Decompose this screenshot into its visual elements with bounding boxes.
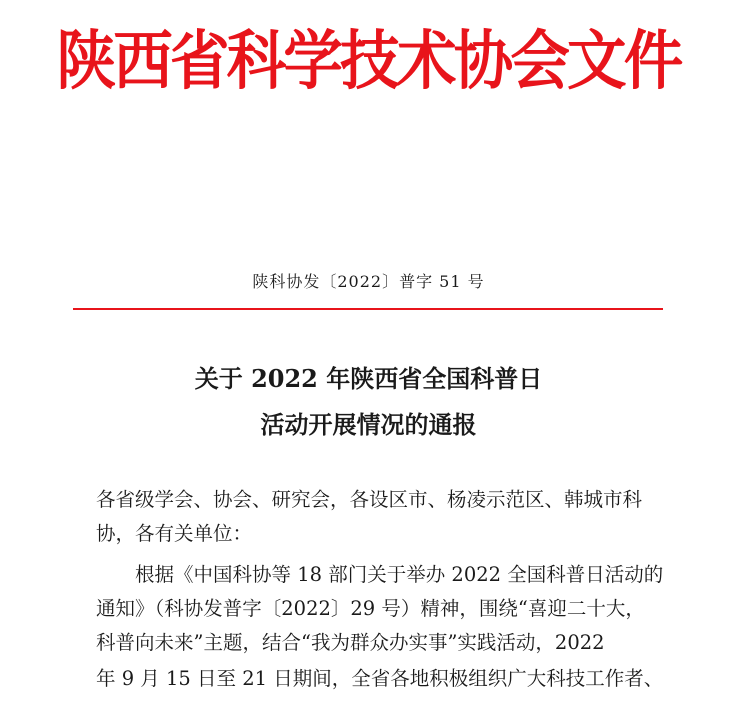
body-line-4: 通知》（科协发普字〔2022〕29 号）精神，围绕“喜迎二十大， (96, 597, 645, 620)
body-line-3: 根据《中国科协等 18 部门关于举办 2022 全国科普日活动的 (135, 563, 664, 586)
body-line-2: 协，各有关单位： (96, 522, 253, 545)
document-title-line-2: 活动开展情况的通报 (260, 410, 477, 439)
body-line-1: 各省级学会、协会、研究会，各设区市、杨凌示范区、韩城市科 (96, 488, 643, 511)
issuer-masthead: 陕西省科学技术协会文件 (56, 25, 681, 99)
red-divider-line (73, 308, 663, 310)
document-title-line-1: 关于 2022 年陕西省全国科普日 (194, 364, 543, 393)
body-line-5: 科普向未来”主题，结合“我为群众办实事”实践活动，2022 (96, 631, 605, 654)
document-number: 陕科协发〔2022〕普字 51 号 (252, 272, 485, 291)
body-line-6: 年 9 月 15 日至 21 日期间，全省各地积极组织广大科技工作者、 (96, 667, 664, 690)
